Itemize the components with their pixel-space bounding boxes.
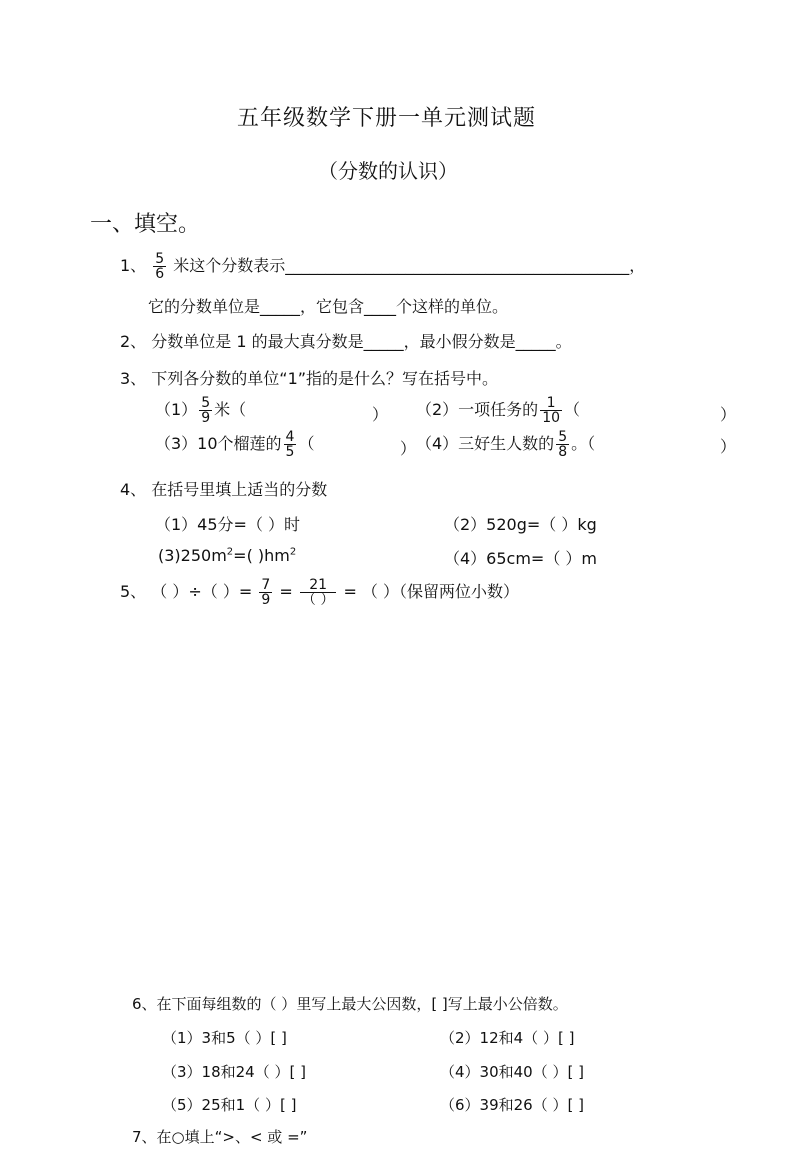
fraction-one-tenth — [540, 396, 562, 425]
question-3-item-1 — [155, 396, 246, 425]
item-text: (3)250m — [158, 546, 227, 565]
question-6-item-6: （6）39和26（ ）[ ] — [440, 1096, 584, 1114]
fraction-denominator: 8 — [558, 444, 568, 460]
question-4-item-1: （1）45分=（ ）时 — [155, 515, 301, 534]
question-6-item-1: （1）3和5（ ）[ ] — [162, 1029, 287, 1047]
question-4-item-3 — [158, 546, 296, 565]
question-6-item-5: （5）25和1（ ）[ ] — [162, 1096, 297, 1114]
question-5-text-end: = （ ）（保留两位小数） — [343, 582, 520, 601]
fraction-five-sixths — [153, 252, 166, 281]
fraction-numerator: 4 — [285, 429, 295, 445]
equals-sign: = — [279, 582, 293, 601]
item-text: 。（ — [571, 434, 596, 453]
question-1-line2: 它的分数单位是_____，它包含____个这样的单位。 — [148, 297, 509, 316]
question-3-item-4-close: ） — [720, 437, 737, 456]
question-6-item-2: （2）12和4（ ）[ ] — [440, 1029, 575, 1047]
superscript: 2 — [226, 546, 234, 558]
fraction-four-fifths — [284, 430, 297, 459]
item-label: （2）一项任务的 — [416, 400, 539, 419]
fraction-twenty-one-over-blank — [300, 578, 336, 607]
item-text: 米（ — [214, 400, 247, 419]
question-4-number: 4、 — [120, 480, 147, 499]
question-5-text: （ ）÷（ ）= — [151, 582, 253, 601]
question-4-item-2: （2）520g=（ ）kg — [444, 515, 597, 534]
question-2 — [120, 329, 572, 352]
fraction-numerator: 5 — [155, 251, 165, 267]
question-6: 6、在下面每组数的（ ）里写上最大公因数，[ ]写上最小公倍数。 — [132, 995, 568, 1013]
fraction-seven-ninths — [259, 578, 272, 607]
question-3-item-1-close: ） — [372, 405, 389, 424]
question-4 — [120, 477, 327, 500]
item-label: （3）10个榴莲的 — [155, 434, 282, 453]
question-3-text: 下列各分数的单位“1”指的是什么？写在括号中。 — [151, 369, 499, 388]
fraction-numerator: 1 — [540, 396, 562, 411]
question-6-item-3: （3）18和24（ ）[ ] — [162, 1063, 306, 1081]
question-3-item-3 — [155, 430, 314, 459]
question-3-number: 3、 — [120, 369, 147, 388]
question-3-item-2 — [416, 396, 580, 425]
fraction-denominator: 9 — [261, 592, 271, 608]
fraction-numerator: 21 — [300, 578, 336, 593]
question-4-item-4: （4）65cm=（ ）m — [444, 549, 598, 568]
item-text: （ — [298, 434, 315, 453]
question-3 — [120, 366, 498, 389]
fraction-five-eighths — [556, 430, 569, 459]
page-title: 五年级数学下册一单元测试题 — [237, 106, 537, 131]
fraction-denominator: 6 — [155, 266, 165, 282]
question-3-item-4 — [416, 430, 595, 459]
question-2-text: 分数单位是 1 的最大真分数是_____，最小假分数是_____。 — [151, 332, 572, 351]
question-3-item-3-close: ） — [400, 439, 417, 458]
fraction-five-ninths — [199, 396, 212, 425]
item-label: （1） — [155, 400, 198, 419]
section-heading-fill-blank: 一、填空。 — [90, 212, 201, 237]
fraction-denominator: 5 — [285, 444, 295, 460]
question-5 — [120, 578, 519, 607]
fraction-denominator: （ ） — [301, 592, 335, 608]
fraction-numerator: 5 — [201, 395, 211, 411]
question-1-number: 1、 — [120, 256, 147, 275]
page-subtitle: （分数的认识） — [318, 159, 458, 183]
fraction-denominator: 9 — [201, 410, 211, 426]
item-label: （4）三好生人数的 — [416, 434, 555, 453]
item-text: （ — [564, 400, 581, 419]
question-5-number: 5、 — [120, 582, 147, 601]
question-6-item-4: （4）30和40（ ）[ ] — [440, 1063, 584, 1081]
fraction-numerator: 7 — [261, 577, 271, 593]
superscript: 2 — [289, 546, 297, 558]
question-3-item-2-close: ） — [720, 405, 737, 424]
fraction-numerator: 5 — [558, 429, 568, 445]
question-1 — [120, 252, 645, 281]
item-text: =( )hm — [233, 546, 290, 565]
question-4-text: 在括号里填上适当的分数 — [151, 480, 328, 499]
question-1-line1: 米这个分数表示___________________________________________， — [173, 256, 646, 275]
fraction-denominator: 10 — [542, 410, 561, 426]
question-7: 7、在○填上“>、< 或 =” — [132, 1128, 308, 1146]
question-2-number: 2、 — [120, 332, 147, 351]
